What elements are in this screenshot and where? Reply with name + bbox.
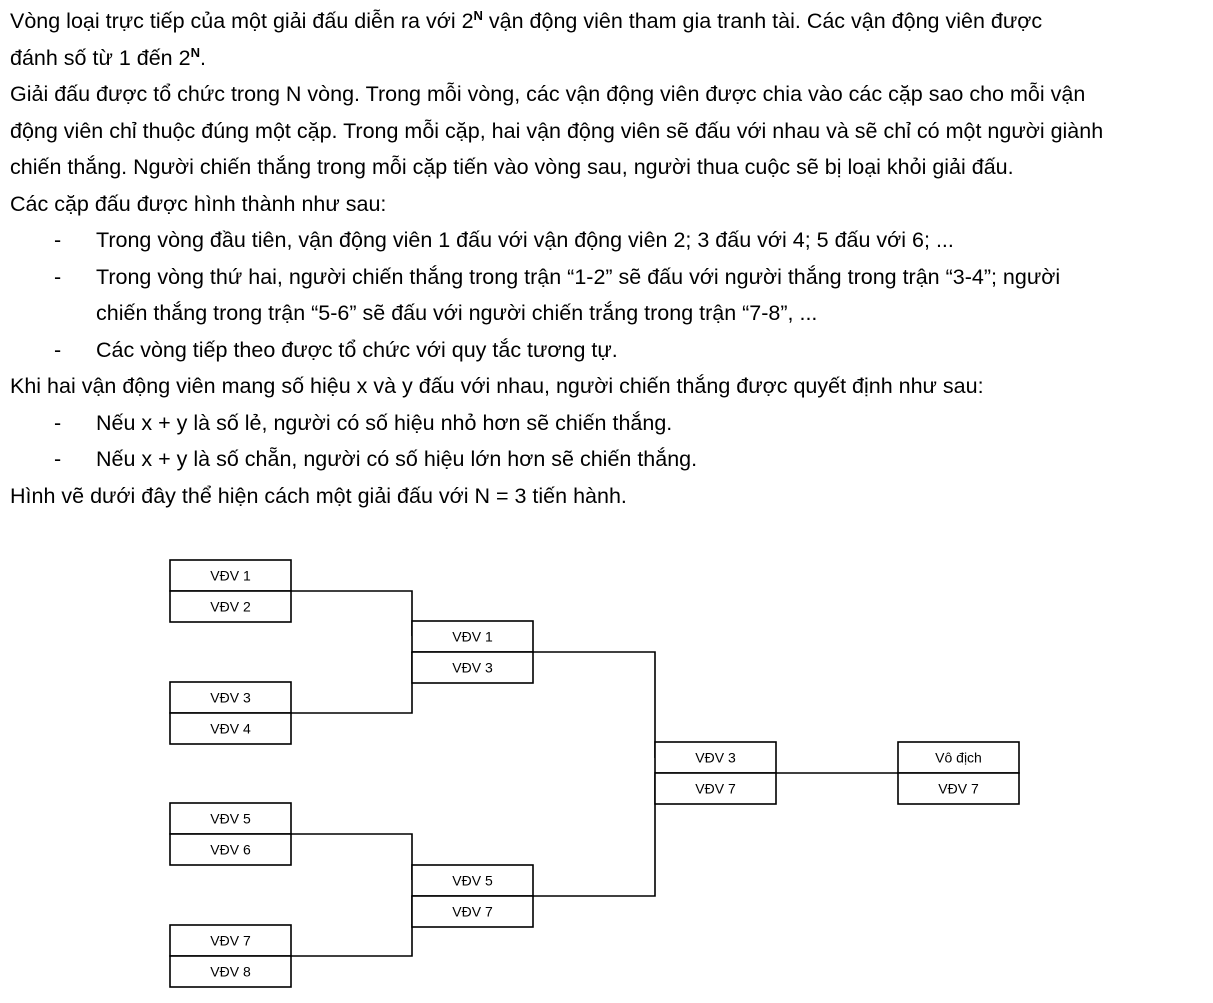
player-label: VĐV 1 — [452, 628, 493, 645]
figure-caption: Hình vẽ dưới đây thể hiện cách một giải đấu với N = 3 tiến hành. — [10, 483, 627, 508]
bullet-dash: - — [54, 410, 62, 435]
exponent-n: N — [190, 44, 200, 60]
pairing-rule-text: Trong vòng thứ hai, người chiến thắng trong trận “1-2” sẽ đấu với người thắng trong trận “3-4”; người — [96, 264, 1061, 289]
player-label: VĐV 3 — [210, 689, 251, 706]
player-label: VĐV 5 — [452, 872, 493, 889]
exponent-n: N — [473, 7, 483, 23]
player-label: VĐV 8 — [210, 963, 251, 980]
player-label: VĐV 6 — [210, 841, 251, 858]
bullet-dash: - — [54, 447, 62, 471]
winner-rule-text: Nếu x + y là số lẻ, người có số hiệu nhỏ hơn sẽ chiến thắng. — [96, 410, 673, 435]
connector-line — [291, 834, 412, 880]
champion-heading: Vô địch — [935, 749, 982, 766]
connector-line — [291, 652, 412, 713]
round-2-match-1 — [412, 621, 533, 683]
champion-box — [898, 742, 1019, 804]
pairing-rule-text: Trong vòng đầu tiên, vận động viên 1 đấu với vận động viên 2; 3 đấu với 4; 5 đấu với 6; ... — [96, 228, 954, 252]
pairing-rule-text: Các vòng tiếp theo được tổ chức với quy tắc tương tự. — [96, 337, 618, 362]
champion-name: VĐV 7 — [938, 780, 979, 797]
pairing-heading: Các cặp đấu được hình thành như sau: — [10, 191, 387, 216]
player-label: VĐV 1 — [210, 567, 251, 584]
intro-text-4: . — [199, 45, 206, 70]
rounds-line-1: Giải đấu được tổ chức trong N vòng. Trong mỗi vòng, các vận động viên được chia vào các cặp sao cho mỗi vận — [10, 82, 1086, 106]
bullet-dash: - — [54, 337, 62, 362]
winner-rule-text: Nếu x + y là số chẵn, người có số hiệu lớn hơn sẽ chiến thắng. — [96, 447, 698, 471]
player-label: VĐV 7 — [695, 780, 736, 797]
round-1-match-2 — [170, 682, 291, 744]
connector-line — [533, 774, 655, 896]
player-label: VĐV 7 — [210, 932, 251, 949]
round-1-match-1 — [170, 560, 291, 622]
bracket-connectors — [291, 591, 898, 956]
player-label: VĐV 4 — [210, 720, 251, 737]
intro-text-1: Vòng loại trực tiếp của một giải đấu diễn ra với 2 — [10, 9, 474, 33]
round-1-match-4 — [170, 925, 291, 987]
player-label: VĐV 3 — [695, 749, 736, 766]
round-1-match-3 — [170, 803, 291, 865]
intro-text-3: đánh số từ 1 đến 2 — [10, 45, 191, 70]
connector-line — [533, 652, 655, 758]
connector-line — [291, 591, 412, 636]
round-2-match-2 — [412, 865, 533, 927]
player-label: VĐV 2 — [210, 598, 251, 615]
intro-text-2: vận động viên tham gia tranh tài. Các vận động viên được — [482, 9, 1043, 33]
final-match — [655, 742, 776, 804]
rounds-line-3: chiến thắng. Người chiến thắng trong mỗi cặp tiến vào vòng sau, người thua cuộc sẽ bị loại khỏi giải đấu. — [10, 155, 1014, 179]
rounds-line-2: động viên chỉ thuộc đúng một cặp. Trong mỗi cặp, hai vận động viên sẽ đấu với nhau và sẽ chỉ có một người giành — [10, 118, 1104, 143]
player-label: VĐV 5 — [210, 810, 251, 827]
player-label: VĐV 7 — [452, 903, 493, 920]
pairing-rule-text-cont: chiến thắng trong trận “5-6” sẽ đấu với người chiến trắng trong trận “7-8”, ... — [96, 301, 818, 325]
bullet-dash: - — [54, 228, 62, 252]
winner-heading: Khi hai vận động viên mang số hiệu x và y đấu với nhau, người chiến thắng được quyết định như sau: — [10, 374, 984, 398]
player-label: VĐV 3 — [452, 659, 493, 676]
bullet-dash: - — [54, 264, 62, 289]
connector-line — [291, 896, 412, 956]
